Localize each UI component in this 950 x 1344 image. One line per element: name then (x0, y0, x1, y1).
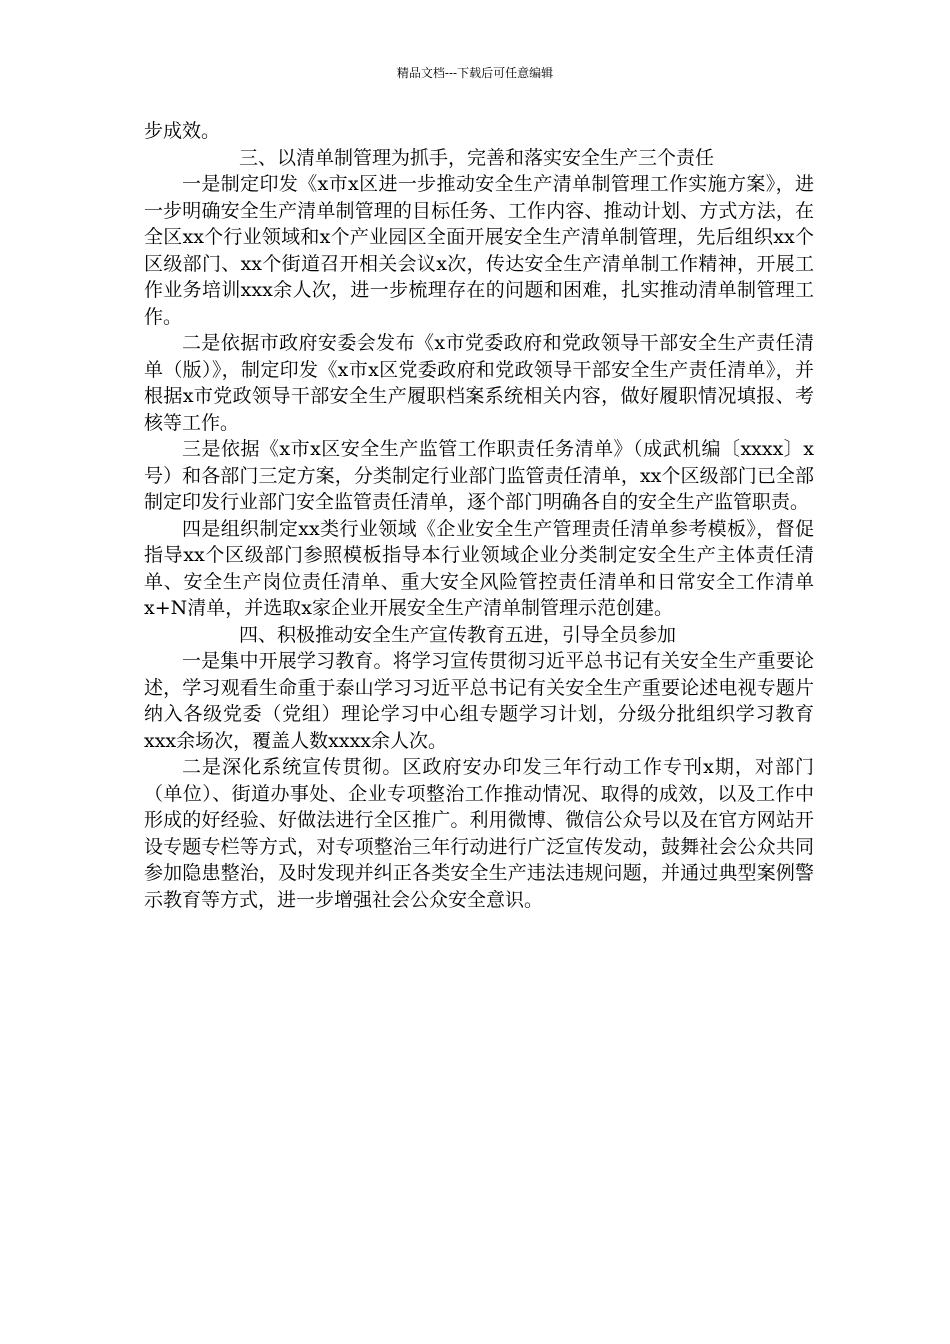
section-heading-4: 四、积极推动安全生产宣传教育五进，引导全员参加 (239, 623, 677, 646)
document-body (144, 118, 814, 913)
paragraph: 三是依据《x市x区安全生产监管工作职责任务清单》（成武机编〔xxxx〕x号）和各部门三定方案，分类制定行业部门监管责任清单，xx个区级部门已全部制定印发行业部门安全监管责任清单，逐个部门明确各自的安全生产监管职责。 (144, 438, 814, 513)
paragraph: 四是组织制定xx类行业领域《企业安全生产管理责任清单参考模板》，督促指导xx个区级部门参照模板指导本行业领域企业分类制定安全生产主体责任清单、安全生产岗位责任清单、重大安全风险管控责任清单和日常安全工作清单x+N清单，并选取x家企业开展安全生产清单制管理示范创建。 (144, 517, 814, 619)
paragraph: 二是依据市政府安委会发布《x市党委政府和党政领导干部安全生产责任清单（版）》，制定印发《x市x区党委政府和党政领导干部安全生产责任清单》，并根据x市党政领导干部安全生产履职档案系统相关内容，做好履职情况填报、考核等工作。 (144, 332, 814, 434)
paragraph-continuation: 步成效。 (144, 120, 221, 142)
page-header: 精品文档---下载后可任意编辑 (396, 66, 554, 80)
paragraph: 二是深化系统宣传贯彻。区政府安办印发三年行动工作专刊x期，对部门（单位）、街道办事处、企业专项整治工作推动情况、取得的成效，以及工作中形成的好经验、好做法进行全区推广。利用微博、微信公众号以及在官方网站开设专题专栏等方式，对专项整治三年行动进行广泛宣传发动，鼓舞社会公众共同参加隐患整治，及时发现并纠正各类安全生产违法违规问题，并通过典型案例警示教育等方式，进一步增强社会公众安全意识。 (144, 756, 814, 911)
paragraph: 一是制定印发《x市x区进一步推动安全生产清单制管理工作实施方案》，进一步明确安全生产清单制管理的目标任务、工作内容、推动计划、方式方法，在全区xx个行业领域和x个产业园区全面开展安全生产清单制管理，先后组织xx个区级部门、xx个街道召开相关会议x次，传达安全生产清单制工作精神，开展工作业务培训xxx余人次，进一步梳理存在的问题和困难，扎实推动清单制管理工作。 (144, 173, 814, 328)
paragraph: 一是集中开展学习教育。将学习宣传贯彻习近平总书记有关安全生产重要论述，学习观看生命重于泰山学习习近平总书记有关安全生产重要论述电视专题片纳入各级党委（党组）理论学习中心组专题学习计划，分级分批组织学习教育xxx余场次，覆盖人数xxxx余人次。 (144, 650, 814, 752)
section-heading-3: 三、以清单制管理为抓手，完善和落实安全生产三个责任 (239, 146, 715, 169)
